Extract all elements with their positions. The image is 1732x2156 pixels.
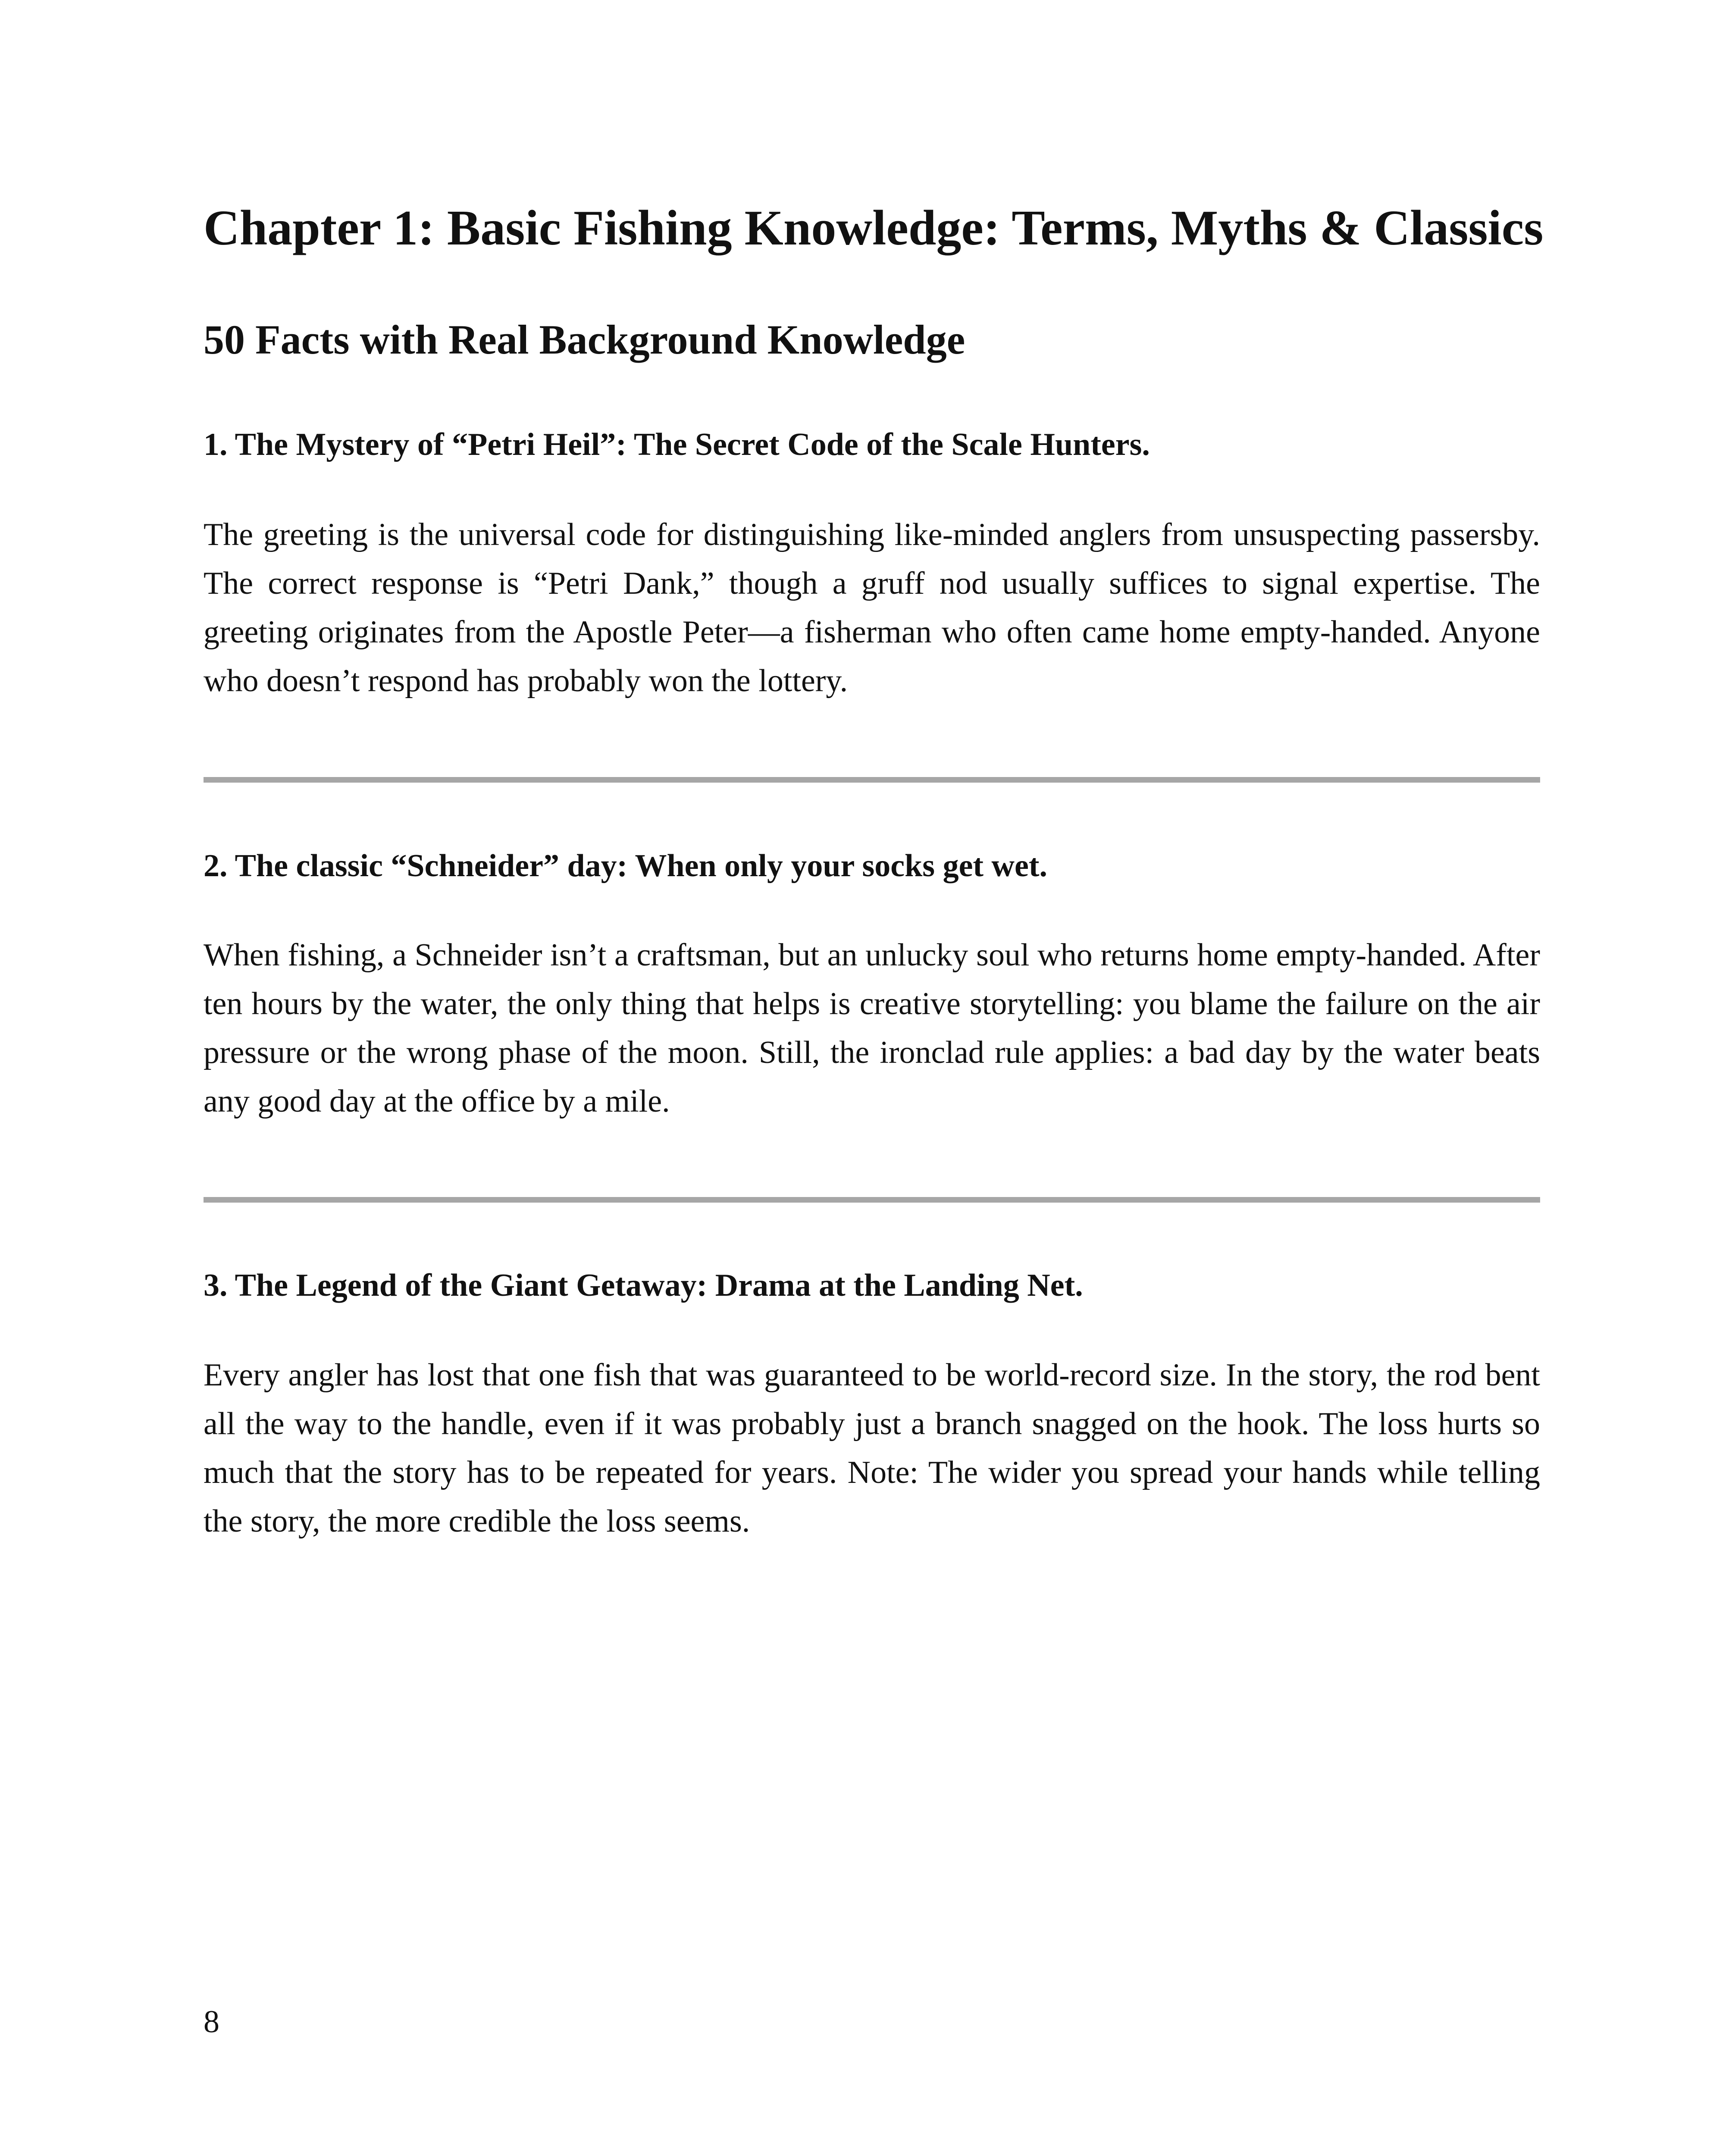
divider-2 [204, 1197, 1540, 1203]
document-page [204, 0, 1544, 2156]
fact-2-heading: 2. The classic “Schneider” day: When only your socks get wet. [204, 848, 1047, 884]
fact-1-body: The greeting is the universal code for distinguishing like-minded anglers from unsuspecting passersby. The correct response is “Petri Dank,” though a gruff nod usually suffices to signal expertise. The greeting originates from the Apostle Peter—a fisherman who often came home empty-handed. Anyone who doesn’t respond has probably won the lottery. [204, 517, 1540, 699]
fact-3-body: Every angler has lost that one fish that was guaranteed to be world-record size. In the story, the rod bent all the way to the handle, even if it was probably just a branch snagged on the hook. The loss hurts so much that the story has to be repeated for years. Note: The wider you spread your hands while telling the story, the more credible the loss seems. [204, 1357, 1540, 1539]
page-number: 8 [204, 2004, 219, 2040]
section-title: 50 Facts with Real Background Knowledge [204, 317, 965, 363]
fact-1-heading: 1. The Mystery of “Petri Heil”: The Secret Code of the Scale Hunters. [204, 427, 1150, 462]
chapter-title: Chapter 1: Basic Fishing Knowledge: Terms, Myths & Classics [204, 201, 1544, 256]
fact-2-body: When fishing, a Schneider isn’t a craftsman, but an unlucky soul who returns home empty-handed. After ten hours by the water, the only thing that helps is creative storytelling: you blame the failure on the air pressure or the wrong phase of the moon. Still, the ironclad rule applies: a bad day by the water beats any good day at the office by a mile. [204, 937, 1540, 1119]
divider-1 [204, 777, 1540, 783]
fact-3-heading: 3. The Legend of the Giant Getaway: Drama at the Landing Net. [204, 1268, 1083, 1303]
